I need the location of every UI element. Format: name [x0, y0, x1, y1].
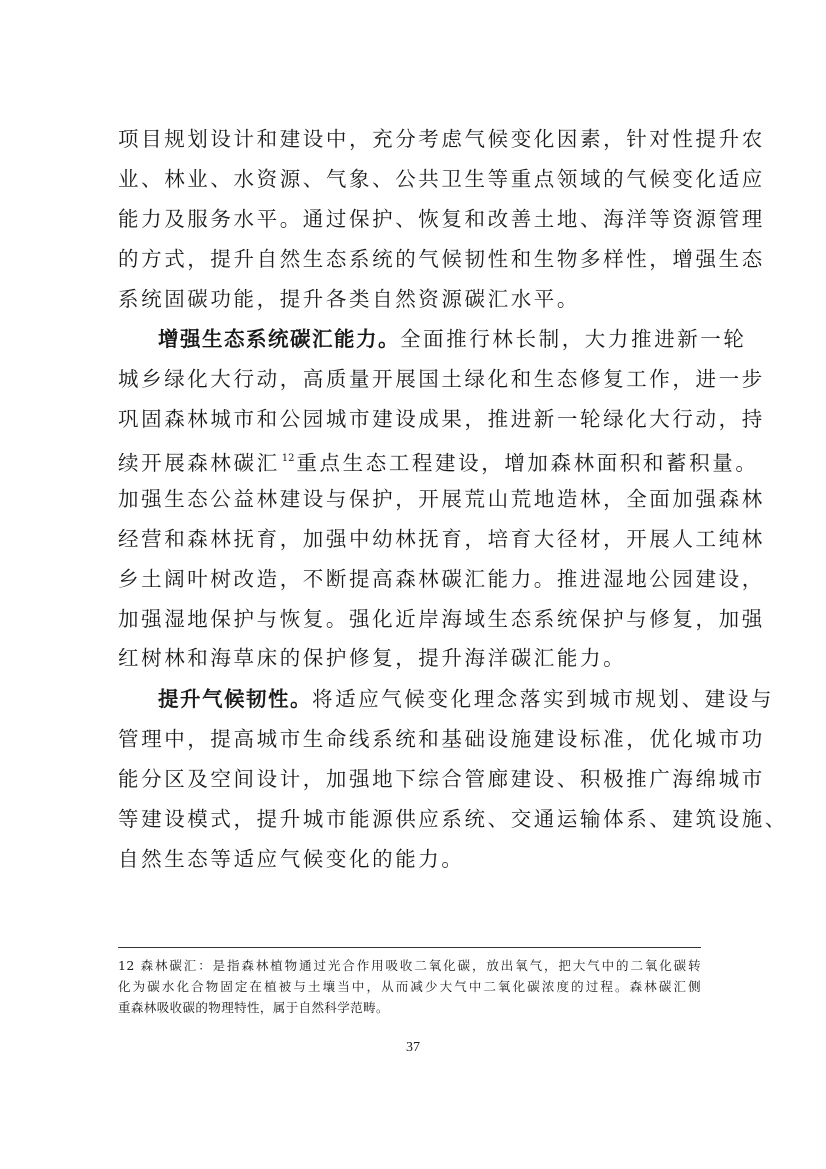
- p2-line-4: [118, 444, 759, 478]
- p3-line-5: 自然生态等适应气候变化的能力。: [118, 847, 465, 871]
- p3-heading: 提升气候韧性。: [158, 687, 312, 711]
- footnote-ref[interactable]: 12: [281, 453, 295, 464]
- p3-line-3: 能分区及空间设计，加强地下综合管廊建设、积极推广海绵城市: [118, 767, 765, 791]
- p2-line-9: 红树林和海草床的保护修复，提升海洋碳汇能力。: [118, 646, 627, 670]
- p1-line-4: 的方式，提升自然生态系统的气候韧性和生物多样性，增强生态: [118, 247, 765, 271]
- p1-line-2: 业、林业、水资源、气象、公共卫生等重点领域的气候变化适应: [118, 167, 765, 191]
- footnote-line-2: 化为碳水化合物固定在植被与土壤当中，从而减少大气中二氧化碳浓度的过程。森林碳汇侧: [118, 979, 701, 994]
- p2-line-3: 巩固森林城市和公园城市建设成果，推进新一轮绿化大行动，持: [118, 407, 765, 431]
- p3-line-4: 等建设模式，提升城市能源供应系统、交通运输体系、建筑设施、: [118, 807, 788, 831]
- p1-line-5: 系统固碳功能，提升各类自然资源碳汇水平。: [118, 287, 580, 311]
- p2-line-4-after: 重点生态工程建设，增加森林面积和蓄积量。: [296, 451, 759, 475]
- p2-line-1: [158, 324, 747, 354]
- p3-line-1-rest: 将适应气候变化理念落实到城市规划、建设与: [312, 687, 774, 711]
- p2-line-6: 经营和森林抚育，加强中幼林抚育，培育大径材，开展人工纯林: [118, 527, 765, 551]
- p2-line-8: 加强湿地保护与恢复。强化近岸海域生态系统保护与修复，加强: [118, 607, 765, 631]
- p2-line-5: 加强生态公益林建设与保护，开展荒山荒地造林，全面加强森林: [118, 487, 765, 511]
- p2-line-2: 城乡绿化大行动，高质量开展国土绿化和生态修复工作，进一步: [118, 367, 765, 391]
- footnote-line-1: 12 森林碳汇：是指森林植物通过光合作用吸收二氧化碳，放出氧气，把大气中的二氧化碳转: [118, 958, 701, 973]
- footnote-divider: [118, 947, 701, 948]
- p3-line-1: [158, 684, 774, 714]
- p2-heading: 增强生态系统碳汇能力。: [158, 327, 400, 351]
- p1-line-3: 能力及服务水平。通过保护、恢复和改善土地、海洋等资源管理: [118, 207, 765, 231]
- p2-line-7: 乡土阔叶树改造，不断提高森林碳汇能力。推进湿地公园建设，: [118, 567, 765, 591]
- footnote-line-3: 重森林吸收碳的物理特性，属于自然科学范畴。: [118, 1000, 389, 1015]
- p2-line-1-rest: 全面推行林长制，大力推进新一轮: [400, 327, 747, 351]
- p1-line-1: 项目规划设计和建设中，充分考虑气候变化因素，针对性提升农: [118, 127, 765, 151]
- page-number: 37: [406, 1040, 420, 1055]
- p2-line-4-before: 续开展森林碳汇: [118, 451, 280, 475]
- p3-line-2: 管理中，提高城市生命线系统和基础设施建设标准，优化城市功: [118, 727, 765, 751]
